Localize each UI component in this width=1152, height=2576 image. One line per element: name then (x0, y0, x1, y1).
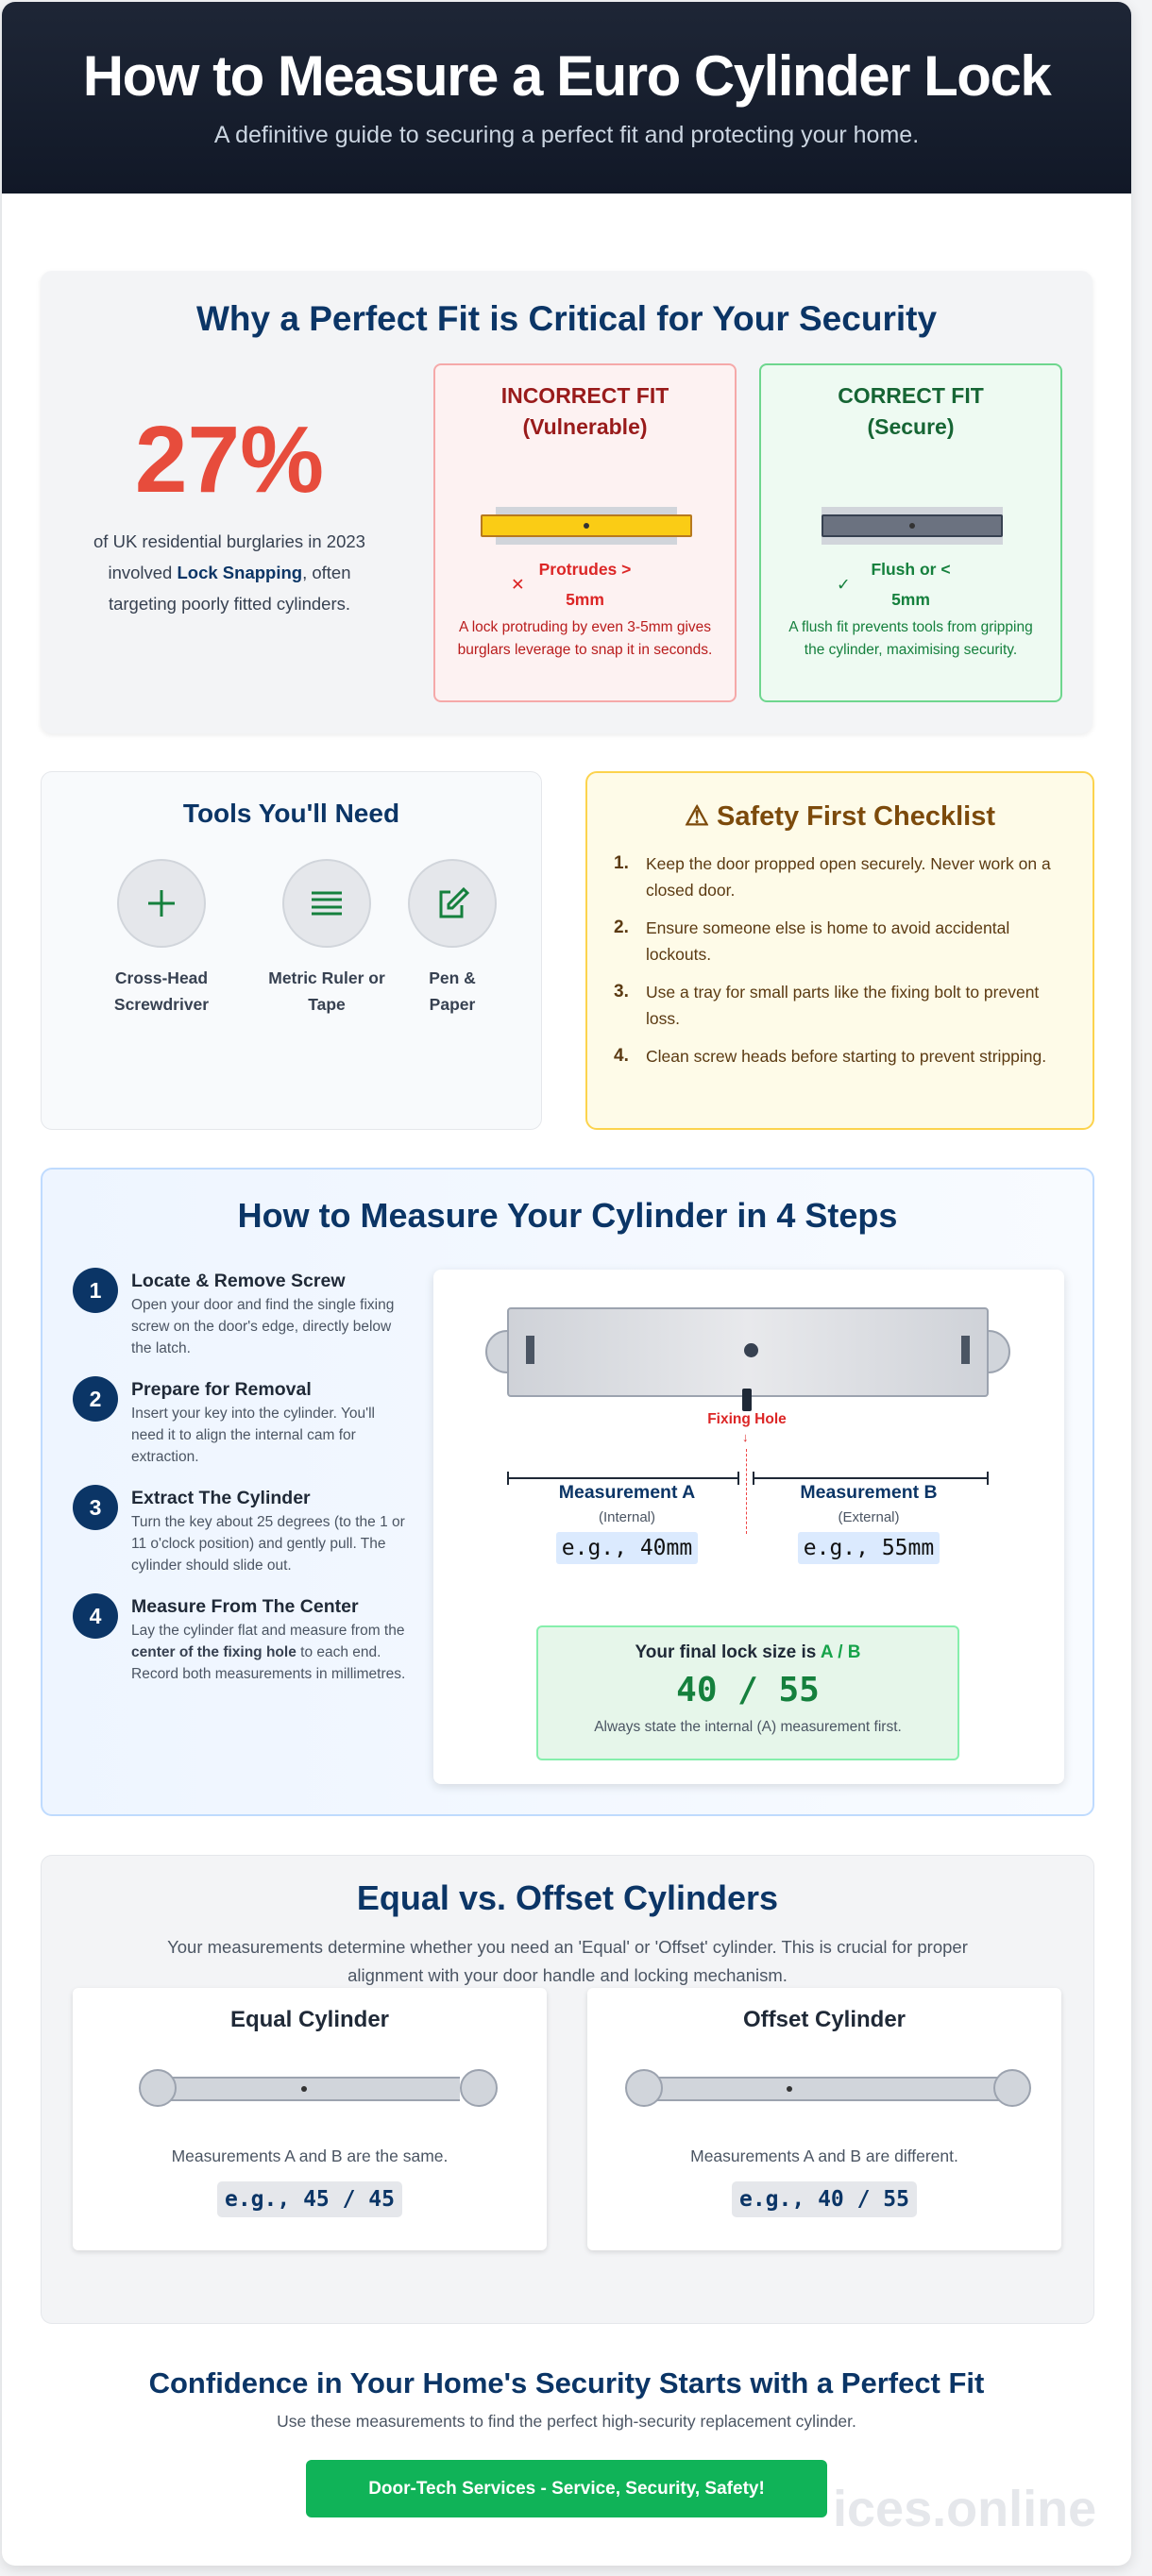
cta-subtitle: Use these measurements to find the perfect high-security replacement cylinder. (277, 2412, 856, 2431)
step-4: 4 Measure From The Center Lay the cylinder flat and measure from the center of the fixing hole to each end. Record both measurements in millimetres. (73, 1593, 408, 1685)
steps-section (41, 1168, 1094, 1816)
stat-text: of UK residential burglaries in 2023 involved Lock Snapping, often targeting poorly fitted cylinders. (93, 531, 365, 614)
hero-header (2, 2, 1131, 194)
tools-title: Tools You'll Need (182, 799, 400, 828)
equal-example: e.g., 45 / 45 (217, 2181, 402, 2217)
incorrect-desc: A lock protruding by even 3-5mm gives burglars leverage to snap it in seconds. (457, 619, 713, 658)
stat-value: 27% (134, 407, 325, 513)
cta-title: Confidence in Your Home's Security Starts with a Perfect Fit (148, 2366, 985, 2399)
safety-checklist (585, 771, 1094, 1130)
protruding-cylinder (481, 514, 692, 537)
perfect-fit-section (41, 271, 1093, 733)
correct-fit-card (759, 363, 1062, 702)
step-1: 1 Locate & Remove Screw Open your door and find the single fixing screw on the door's edge, directly below the latch. (73, 1268, 408, 1359)
steps-list (73, 1268, 408, 1685)
x-icon: ✕ (511, 575, 525, 594)
equal-offset-title: Equal vs. Offset Cylinders (356, 1878, 779, 1917)
correct-fit-title: CORRECT FIT (Secure) (838, 383, 984, 439)
door-tech-services-button[interactable]: Door-Tech Services - Service, Security, Safety! (306, 2460, 827, 2517)
equal-offset-intro: Your measurements determine whether you need an 'Equal' or 'Offset' cylinder. This is crucial for proper alignment with your door handle and locking mechanism. (167, 1937, 968, 1985)
fixing-hole-label: Fixing Hole (707, 1411, 787, 1427)
measurement-diagram (433, 1270, 1064, 1784)
incorrect-fit-card (433, 363, 737, 702)
tool-pen: Pen & Paper (405, 859, 500, 1018)
offset-cylinder-card: Offset Cylinder Measurements A and B are different. e.g., 40 / 55 (587, 1988, 1061, 2250)
equal-cylinder-card: Equal Cylinder Measurements A and B are the same. e.g., 45 / 45 (73, 1988, 547, 2250)
offset-example: e.g., 40 / 55 (732, 2181, 917, 2217)
offset-cylinder-illustration (635, 2077, 1012, 2101)
step-2: 2 Prepare for Removal Insert your key into the cylinder. You'll need it to align the internal cam for extraction. (73, 1376, 408, 1468)
tool-screwdriver: Cross-Head Screwdriver (91, 859, 232, 1018)
incorrect-flag: ✕ Protrudes > 5mm (511, 560, 632, 609)
correct-desc: A flush fit prevents tools from gripping the cylinder, maximising security. (788, 619, 1033, 658)
safety-title: ⚠ Safety First Checklist (684, 801, 995, 832)
section-title: Why a Perfect Fit is Critical for Your Security (195, 299, 938, 338)
measurement-a-value: e.g., 40mm (556, 1532, 698, 1564)
list-item: 2. Ensure someone else is home to avoid accidental lockouts. (614, 918, 1010, 964)
steps-title: How to Measure Your Cylinder in 4 Steps (237, 1196, 898, 1235)
measurement-b: Measurement B (External) e.g., 55mm (788, 1479, 949, 1564)
tools-card (41, 771, 542, 1130)
equal-cylinder-illustration (148, 2077, 460, 2101)
statistic (78, 407, 381, 619)
incorrect-fit-title: INCORRECT FIT (Vulnerable) (500, 383, 669, 439)
measurement-a: Measurement A (Internal) e.g., 40mm (547, 1479, 707, 1564)
door-illustration (496, 507, 677, 545)
measurement-b-value: e.g., 55mm (798, 1532, 940, 1564)
arrow-down-icon: ↓ (742, 1430, 749, 1444)
warning-icon: ⚠ (684, 801, 709, 832)
tool-ruler: Metric Ruler or Tape (251, 859, 402, 1018)
step-3: 3 Extract The Cylinder Turn the key about 25 degrees (to the 1 or 11 o'clock position) and gently pull. The cylinder should slide out. (73, 1485, 408, 1576)
list-item: 4. Clean screw heads before starting to prevent stripping. (614, 1046, 1047, 1066)
plus-icon (117, 859, 206, 948)
check-icon: ✓ (837, 575, 851, 594)
list-item: 1. Keep the door propped open securely. Never work on a closed door. (614, 853, 1051, 900)
page-subtitle: A definitive guide to securing a perfect fit and protecting your home. (213, 122, 920, 148)
correct-flag: ✓ Flush or < 5mm (837, 560, 951, 609)
flush-cylinder (822, 514, 1003, 537)
pen-icon (408, 859, 497, 948)
final-size-value: 40 / 55 (676, 1671, 820, 1709)
list-item: 3. Use a tray for small parts like the fixing bolt to prevent loss. (614, 982, 1040, 1028)
ruler-icon (282, 859, 371, 948)
page-title: How to Measure a Euro Cylinder Lock (82, 44, 1051, 108)
cylinder-illustration (507, 1307, 989, 1397)
watermark: ices.online (833, 2481, 1097, 2537)
door-illustration (822, 507, 1003, 545)
page (2, 2, 1131, 2566)
checklist (614, 850, 1064, 1081)
final-size-box: Your final lock size is A / B 40 / 55 Always state the internal (A) measurement first. (536, 1625, 959, 1760)
equal-offset-section (41, 1855, 1094, 2324)
